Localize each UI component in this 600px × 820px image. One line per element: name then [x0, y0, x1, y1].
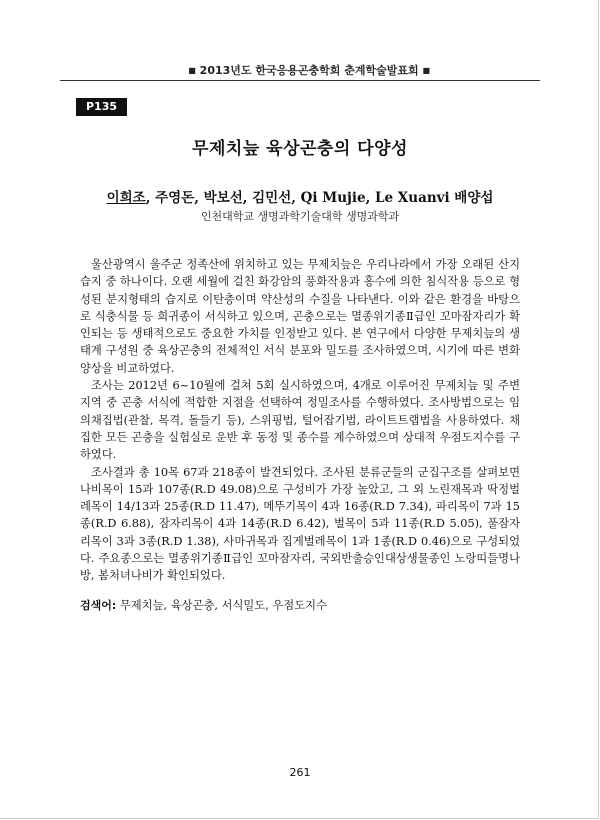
author-list	[0, 186, 600, 206]
paper-title: 무제치늪 육상곤충의 다양성	[192, 139, 408, 159]
abstract-paragraph-3: 조사결과 총 10목 67과 218종이 발견되었다. 조사된 분류군들의 군집구조를 살펴보면 나비목이 15과 107종(R.D 49.08)으로 구성비가 가장 높았고, 그 외 노린재목과 딱정벌레목이 14/13과 25종(R.D 11.47), 메뚜기목이 4과 16종(R.D 7.34), 파리목이 7과 15종(R.D 6.88), 잠자리목이 4과 14종(R.D 6.42), 벌목이 5과 11종(R.D 5.05), 풀잠자리목이 3과 3종(R.D 1.38), 사마귀목과 집게벌레목이 1과 1종(R.D 0.46)으로 구성되었다. 주요종으로는 멸종위기종Ⅱ급인 꼬마잠자리, 국외반출승인대상생물종인 노랑띠들명나방, 봄처녀나비가 확인되었다.	[80, 465, 520, 583]
poster-id-badge: P135	[76, 98, 127, 116]
affiliation: 인천대학교 생명과학기술대학 생명과학과	[200, 210, 400, 223]
abstract-paragraph-1: 울산광역시 울주군 정족산에 위치하고 있는 무제치늪은 우리나라에서 가장 오래된 산지습지 중 하나이다. 오랜 세월에 걸친 화강암의 풍화작용과 홍수에 의한 침식작용 등으로 형성된 분지형태의 습지로 이탄층이며 약산성의 수질을 나타낸다. 이와 같은 환경을 바탕으로 식충식물 등 희귀종이 서식하고 있으며, 곤충으로는 멸종위기종Ⅱ급인 꼬마잠자리가 확인되는 등 생태적으로도 중요한 가치를 인정받고 있다. 본 연구에서 다양한 무제치늪의 생태계 구성원 중 육상곤충의 전체적인 서식 분포와 밀도를 조사하였으며, 시기에 따른 변화양상을 비교하였다.	[80, 258, 520, 375]
header-rule	[60, 80, 540, 81]
keywords	[80, 597, 520, 614]
abstract-paragraph-2: 조사는 2012년 6~10월에 걸쳐 5회 실시하였으며, 4개로 이루어진 무제치늪 및 주변지역 중 곤충 서식에 적합한 지점을 선택하여 정밀조사를 수행하였다. 조사방법으로는 임의채집법(관찰, 목격, 돌들기 등), 스위핑법, 털어잡기법, 라이트트랩법을 사용하였다. 채집한 모든 곤충을 실험실로 운반 후 동정 및 종수를 계수하였으며 상대적 우점도지수를 구하였다.	[80, 379, 520, 462]
presenting-author: 이희조	[106, 190, 146, 206]
square-bullet-icon: ■	[422, 66, 430, 75]
keywords-label: 검색어:	[80, 599, 117, 612]
page-number: 261	[289, 766, 311, 779]
abstract-body	[80, 256, 520, 585]
running-header	[0, 62, 600, 78]
conference-name: 2013년도 한국응용곤충학회 춘계학술발표회	[199, 64, 419, 77]
keywords-text: 무제치늪, 육상곤충, 서식밀도, 우점도지수	[116, 599, 327, 612]
square-bullet-icon: ■	[188, 66, 196, 75]
co-authors: , 주영돈, 박보선, 김민선, Qi Mujie, Le Xuanvi 배양섭	[145, 190, 494, 206]
